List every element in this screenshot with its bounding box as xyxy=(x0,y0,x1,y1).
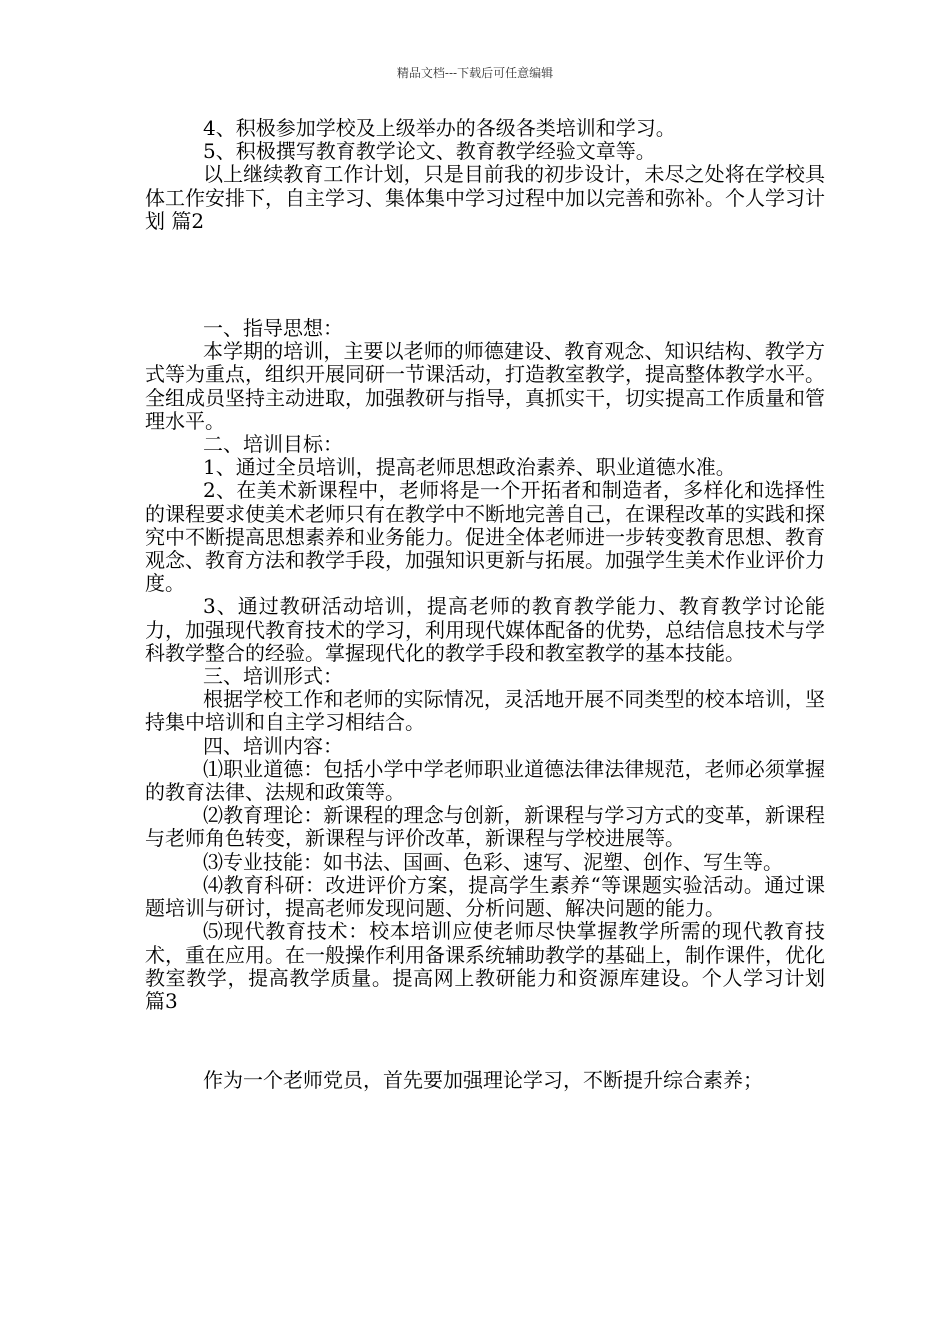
paragraph-summary: 以上继续教育工作计划，只是目前我的初步设计，未尽之处将在学校具体工作安排下，自主学习、集体集中学习过程中加以完善和弥补。个人学习计划 篇2 xyxy=(145,162,825,233)
paragraph-content-4: ⑷教育科研：改进评价方案，提高学生素养“等课题实验活动。通过课题培训与研讨，提高老师发现问题、分析问题、解决问题的能力。 xyxy=(145,872,825,921)
paragraph-content-1: ⑴职业道德：包括小学中学老师职业道德法律法律规范，老师必须掌握的教育法律、法规和政策等。 xyxy=(145,756,825,805)
section-heading-training-goals: 二、培训目标： xyxy=(203,432,343,457)
paragraph-guiding-thought: 本学期的培训，主要以老师的师德建设、教育观念、知识结构、教学方式等为重点，组织开展同研一节课活动，打造教室教学，提高整体教学水平。全组成员坚持主动进取，加强教研与指导，真抓实干，切实提高工作质量和管理水平。 xyxy=(145,339,825,433)
paragraph-item-5: 5、积极撰写教育教学论文、教育教学经验文章等。 xyxy=(203,139,656,164)
paragraph-goal-3: 3、通过教研活动培训，提高老师的教育教学能力、教育教学讨论能力，加强现代教育技术的学习，利用现代媒体配备的优势，总结信息技术与学科教学整合的经验。掌握现代化的教学手段和教室教学的基本技能。 xyxy=(145,594,825,665)
section-heading-training-content: 四、培训内容： xyxy=(203,733,343,758)
paragraph-content-3: ⑶专业技能：如书法、国画、色彩、速写、泥塑、创作、写生等。 xyxy=(203,849,783,874)
paragraph-training-form: 根据学校工作和老师的实际情况，灵活地开展不同类型的校本培训，坚持集中培训和自主学习相结合。 xyxy=(145,687,825,735)
paragraph-goal-1: 1、通过全员培训，提高老师思想政治素养、职业道德水准。 xyxy=(203,455,736,480)
section-heading-training-form: 三、培训形式： xyxy=(203,664,343,689)
paragraph-item-4: 4、积极参加学校及上级举办的各级各类培训和学习。 xyxy=(203,116,676,140)
paragraph-content-5: ⑸现代教育技术：校本培训应使老师尽快掌握教学所需的现代教育技术，重在应用。在一般操作利用备课系统辅助教学的基础上，制作课件，优化教室教学，提高教学质量。提高网上教研能力和资源库建设。个人学习计划 篇3 xyxy=(145,919,825,1013)
document-body xyxy=(145,117,825,1092)
section-heading-guiding-thought: 一、指导思想： xyxy=(203,316,343,341)
paragraph-party-member: 作为一个老师党员，首先要加强理论学习，不断提升综合素养； xyxy=(203,1068,763,1093)
page-header: 精品文档---下载后可任意编辑 xyxy=(396,66,554,80)
paragraph-goal-2: 2、在美术新课程中，老师将是一个开拓者和制造者，多样化和选择性的课程要求使美术老师只有在教学中不断地完善自己，在课程改革的实践和探究中不断提高思想素养和业务能力。促进全体老师进一步转变教育思想、教育观念、教育方法和教学手段，加强知识更新与拓展。加强学生美术作业评价力度。 xyxy=(145,478,825,596)
paragraph-content-2: ⑵教育理论：新课程的理念与创新，新课程与学习方式的变革，新课程与老师角色转变，新课程与评价改革，新课程与学校进展等。 xyxy=(145,803,825,851)
